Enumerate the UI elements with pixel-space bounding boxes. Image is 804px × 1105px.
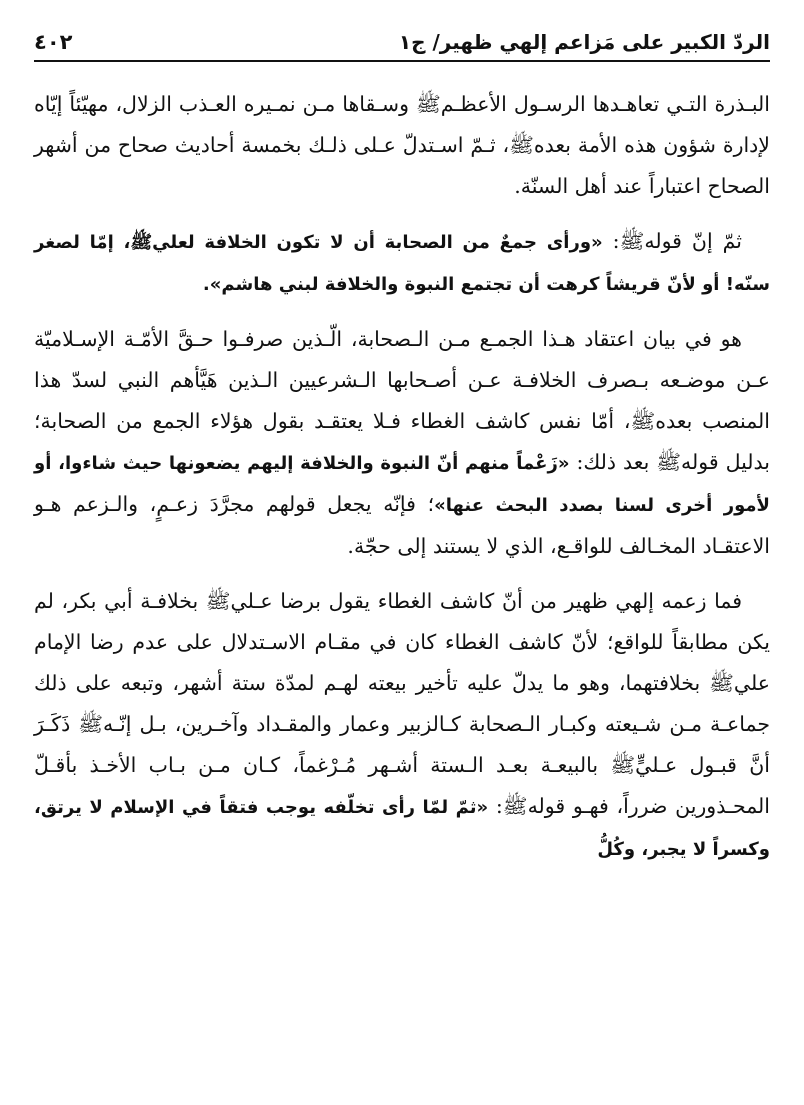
page-header (34, 26, 770, 62)
paragraph-3-text-b: ؛ فإنّه يجعل قولهم مجرَّدَ زعـمٍ، والـزعم هـو الاعتقـاد المخـالف للواقـع، الذي لا يستند إلى حجّة. (34, 492, 770, 558)
page-number: ٤٠٢ (34, 30, 73, 54)
paragraph-4-quote: «ثمّ لمّا رأى تخلّفه يوجب فتقاً في الإسلام لا يرتق، وكسراً لا يجبر، وكُلُّ (34, 797, 770, 860)
paragraph-2-intro: ثمّ إنّ قولهﷺ: (602, 229, 742, 253)
paragraph-4 (34, 581, 770, 870)
running-title: الردّ الكبير على مَزاعم إلهي ظهير/ ج١ (398, 30, 770, 54)
paragraph-1-text: البـذرة التـي تعاهـدها الرسـول الأعظـمﷺ وسـقاها مـن نمـيره العـذب الزلال، مهيّئاً إيّاه لإدارة شؤون هذه الأمة بعدهﷺ، ثـمّ اسـتدلّ عـلى ذلـك بخمسة أحاديث صحاح من أشهر الصحاح اعتباراً عند أهل السنّة. (34, 92, 770, 198)
paragraph-3 (34, 319, 770, 567)
paragraph-1 (34, 84, 770, 207)
paragraph-4-text-a: فما زعمه إلهي ظهير من أنّ كاشف الغطاء يقول برضا عـليﷺ بخلافـة أبي بكر، لم يكن مطابقاً للواقع؛ لأنّ كاشف الغطاء كان في مقـام الاسـتدلال على عدم رضا الإمام عليﷺ بخلافتهما، وهو ما يدلّ عليه تأخير بيعته لهـم لمدّة ستة أشهر، وتبعه على ذلك جماعـة مـن شـيعته وكبـار الـصحابة كـالزبير وعمار والمقـداد وآخـرين، بـل إنّـهﷺ ذَكَـرَ أنَّ قبـول عـليٍّﷺ بالبيعـة بعـد الـستة أشـهر مُـرْغماً، كـان مـن بـاب الأخـذ بأقـلّ المحـذورين ضرراً، فهـو قولهﷺ: (34, 589, 770, 818)
paragraph-3-quote: «زَعْماً منهم أنّ النبوة والخلافة إليهم يضعونها حيث شاءوا، أو لأمور أخرى لسنا بصدد البحث عنها» (34, 453, 770, 516)
book-page (34, 0, 770, 1105)
paragraph-2 (34, 221, 770, 305)
page-body (34, 84, 770, 884)
paragraph-2-quote: «ورأى جمعٌ من الصحابة أن لا تكون الخلافة لعليﷺ، إمّا لصغر سنّه! أو لأنّ قريشاً كرهت أن تجتمع النبوة والخلافة لبني هاشم». (34, 232, 770, 295)
paragraph-3-text-a: هو في بيان اعتقاد هـذا الجمـع مـن الـصحابة، الّـذين صرفـوا حـقَّ الأمّـة الإسـلاميّة عـن موضـعه بـصرف الخلافـة عـن أصـحابها الـشرعيين الـذين هَيَّأهم النبي لسدّ هذا المنصب بعدهﷺ، أمّا نفس كاشف الغطاء فـلا يعتقـد بقول هؤلاء الجمع من الصحابة؛ بدليل قولهﷺ بعد ذلك: (34, 327, 770, 474)
